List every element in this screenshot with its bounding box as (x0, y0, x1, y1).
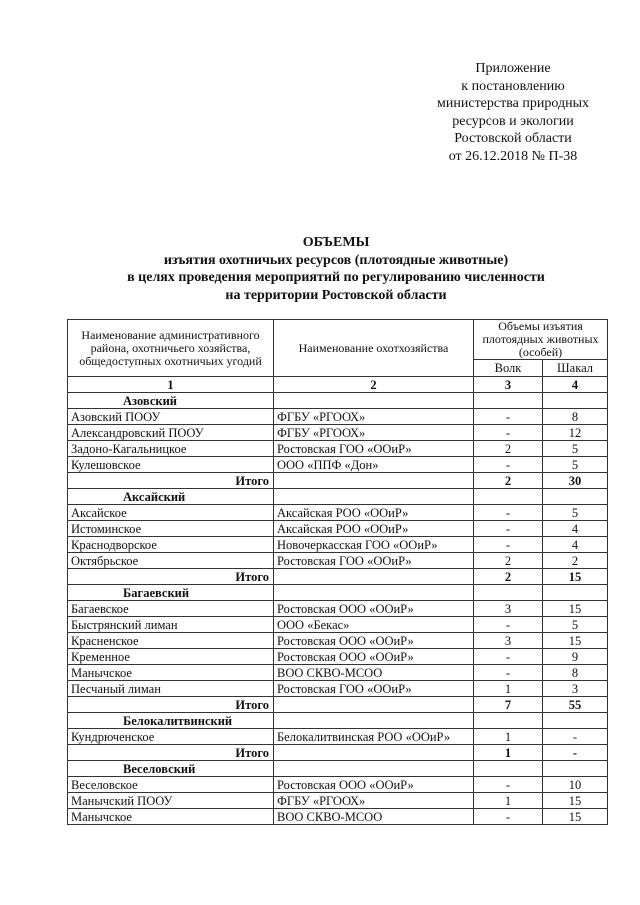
jackal-cell: 5 (543, 505, 608, 521)
farm-cell: Ростовская ГОО «ООиР» (274, 681, 474, 697)
area-cell: Багаевское (68, 601, 274, 617)
wolf-cell: - (474, 409, 543, 425)
district-row (68, 393, 608, 409)
table-row (68, 601, 608, 617)
heading-line: в целях проведения мероприятий по регулированию численности (127, 270, 545, 285)
wolf-cell: 1 (474, 793, 543, 809)
empty-cell (543, 393, 608, 409)
empty-cell (543, 489, 608, 505)
district-name: Аксайский (68, 489, 274, 505)
total-row (68, 569, 608, 585)
wolf-cell: 3 (474, 633, 543, 649)
table-row (68, 505, 608, 521)
column-number: 3 (474, 377, 543, 393)
jackal-cell: 15 (543, 633, 608, 649)
district-row (68, 761, 608, 777)
wolf-cell: 2 (474, 553, 543, 569)
header-wolf: Волк (474, 360, 543, 377)
area-cell: Аксайское (68, 505, 274, 521)
wolf-cell: - (474, 649, 543, 665)
jackal-cell: 2 (543, 553, 608, 569)
table-row (68, 793, 608, 809)
area-cell: Истоминское (68, 521, 274, 537)
table-row (68, 537, 608, 553)
farm-cell: ФГБУ «РГООХ» (274, 793, 474, 809)
wolf-cell: - (474, 617, 543, 633)
removal-volumes-table (67, 319, 608, 825)
document-title: ОБЪЕМЫ (302, 235, 370, 250)
total-jackal: - (543, 745, 608, 761)
total-label: Итого (68, 745, 274, 761)
wolf-cell: - (474, 777, 543, 793)
farm-cell: Ростовская ООО «ООиР» (274, 601, 474, 617)
appendix-line: Приложение (475, 61, 551, 76)
area-cell: Александровский ПООУ (68, 425, 274, 441)
appendix-line: к постановлению (461, 78, 565, 94)
empty-cell (274, 697, 474, 713)
wolf-cell: - (474, 425, 543, 441)
total-wolf: 2 (474, 473, 543, 489)
jackal-cell: 15 (543, 793, 608, 809)
jackal-cell: 5 (543, 441, 608, 457)
wolf-cell: 1 (474, 681, 543, 697)
empty-cell (474, 585, 543, 601)
wolf-cell: - (474, 665, 543, 681)
column-number: 1 (68, 377, 274, 393)
column-number: 2 (274, 377, 474, 393)
heading-line: на территории Ростовской области (225, 287, 447, 303)
wolf-cell: 3 (474, 601, 543, 617)
jackal-cell: 4 (543, 521, 608, 537)
table-row (68, 617, 608, 633)
farm-cell: Ростовская ООО «ООиР» (274, 633, 474, 649)
appendix-line: министерства природных (437, 96, 589, 112)
farm-cell: Белокалитвинская РОО «ООиР» (274, 729, 474, 745)
total-label: Итого (68, 473, 274, 489)
table-row (68, 665, 608, 681)
wolf-cell: 1 (474, 729, 543, 745)
total-jackal: 15 (543, 569, 608, 585)
wolf-cell: - (474, 457, 543, 473)
area-cell: Манычский ПООУ (68, 793, 274, 809)
total-row (68, 745, 608, 761)
total-wolf: 7 (474, 697, 543, 713)
jackal-cell: - (543, 729, 608, 745)
appendix-line: ресурсов и экологии (452, 113, 574, 129)
table-body (68, 393, 608, 825)
header-farm: Наименование охотхозяйства (274, 320, 474, 377)
wolf-cell: - (474, 521, 543, 537)
total-row (68, 473, 608, 489)
appendix-block (412, 60, 614, 166)
district-row (68, 489, 608, 505)
total-label: Итого (68, 697, 274, 713)
empty-cell (274, 489, 474, 505)
empty-cell (543, 761, 608, 777)
area-cell: Кулешовское (68, 457, 274, 473)
area-cell: Задоно-Кагальницкое (68, 441, 274, 457)
wolf-cell: - (474, 809, 543, 825)
empty-cell (543, 713, 608, 729)
area-cell: Быстрянский лиман (68, 617, 274, 633)
farm-cell: Аксайская РОО «ООиР» (274, 505, 474, 521)
farm-cell: Ростовская ООО «ООиР» (274, 777, 474, 793)
wolf-cell: - (474, 537, 543, 553)
jackal-cell: 8 (543, 409, 608, 425)
total-label: Итого (68, 569, 274, 585)
empty-cell (274, 585, 474, 601)
jackal-cell: 4 (543, 537, 608, 553)
jackal-cell: 15 (543, 601, 608, 617)
total-wolf: 2 (474, 569, 543, 585)
farm-cell: ФГБУ «РГООХ» (274, 409, 474, 425)
wolf-cell: - (474, 505, 543, 521)
farm-cell: Ростовская ГОО «ООиР» (274, 553, 474, 569)
empty-cell (474, 761, 543, 777)
appendix-line: от 26.12.2018 № П-38 (448, 148, 578, 164)
district-name: Веселовский (68, 761, 274, 777)
table-row (68, 809, 608, 825)
total-jackal: 55 (543, 697, 608, 713)
table-row (68, 409, 608, 425)
empty-cell (274, 569, 474, 585)
area-cell: Кундрюченское (68, 729, 274, 745)
table-row (68, 425, 608, 441)
header-volumes: Объемы изъятия плотоядных животных (особей) (474, 320, 608, 360)
jackal-cell: 15 (543, 809, 608, 825)
empty-cell (274, 745, 474, 761)
jackal-cell: 3 (543, 681, 608, 697)
appendix-line: Ростовской области (454, 131, 572, 147)
total-wolf: 1 (474, 745, 543, 761)
area-cell: Веселовское (68, 777, 274, 793)
empty-cell (274, 473, 474, 489)
empty-cell (274, 713, 474, 729)
jackal-cell: 5 (543, 457, 608, 473)
table-row (68, 729, 608, 745)
farm-cell: Аксайская РОО «ООиР» (274, 521, 474, 537)
farm-cell: ВОО СКВО-МСОО (274, 665, 474, 681)
area-cell: Красненское (68, 633, 274, 649)
jackal-cell: 9 (543, 649, 608, 665)
area-cell: Кременное (68, 649, 274, 665)
table-row (68, 521, 608, 537)
jackal-cell: 5 (543, 617, 608, 633)
column-number: 4 (543, 377, 608, 393)
district-name: Багаевский (68, 585, 274, 601)
header-jackal: Шакал (543, 360, 608, 377)
table-row (68, 633, 608, 649)
total-jackal: 30 (543, 473, 608, 489)
farm-cell: Новочеркасская ГОО «ООиР» (274, 537, 474, 553)
empty-cell (543, 585, 608, 601)
jackal-cell: 10 (543, 777, 608, 793)
district-name: Азовский (68, 393, 274, 409)
empty-cell (474, 489, 543, 505)
total-row (68, 697, 608, 713)
empty-cell (274, 393, 474, 409)
table-row (68, 649, 608, 665)
header-area: Наименование административного района, охотничьего хозяйства, общедоступных охотничьих угодий (68, 320, 274, 377)
table-row (68, 441, 608, 457)
area-cell: Песчаный лиман (68, 681, 274, 697)
table-row (68, 457, 608, 473)
district-name: Белокалитвинский (68, 713, 274, 729)
empty-cell (474, 713, 543, 729)
area-cell: Манычское (68, 665, 274, 681)
farm-cell: ФГБУ «РГООХ» (274, 425, 474, 441)
farm-cell: Ростовская ГОО «ООиР» (274, 441, 474, 457)
farm-cell: Ростовская ООО «ООиР» (274, 649, 474, 665)
jackal-cell: 8 (543, 665, 608, 681)
farm-cell: ВОО СКВО-МСОО (274, 809, 474, 825)
farm-cell: ООО «Бекас» (274, 617, 474, 633)
document-heading (60, 234, 612, 304)
table-row (68, 553, 608, 569)
area-cell: Манычское (68, 809, 274, 825)
farm-cell: ООО «ППФ «Дон» (274, 457, 474, 473)
area-cell: Азовский ПООУ (68, 409, 274, 425)
area-cell: Октябрьское (68, 553, 274, 569)
wolf-cell: 2 (474, 441, 543, 457)
area-cell: Краснодворское (68, 537, 274, 553)
empty-cell (474, 393, 543, 409)
jackal-cell: 12 (543, 425, 608, 441)
table-row (68, 777, 608, 793)
table-row (68, 681, 608, 697)
empty-cell (274, 761, 474, 777)
district-row (68, 713, 608, 729)
district-row (68, 585, 608, 601)
heading-line: изъятия охотничьих ресурсов (плотоядные животные) (163, 252, 509, 268)
